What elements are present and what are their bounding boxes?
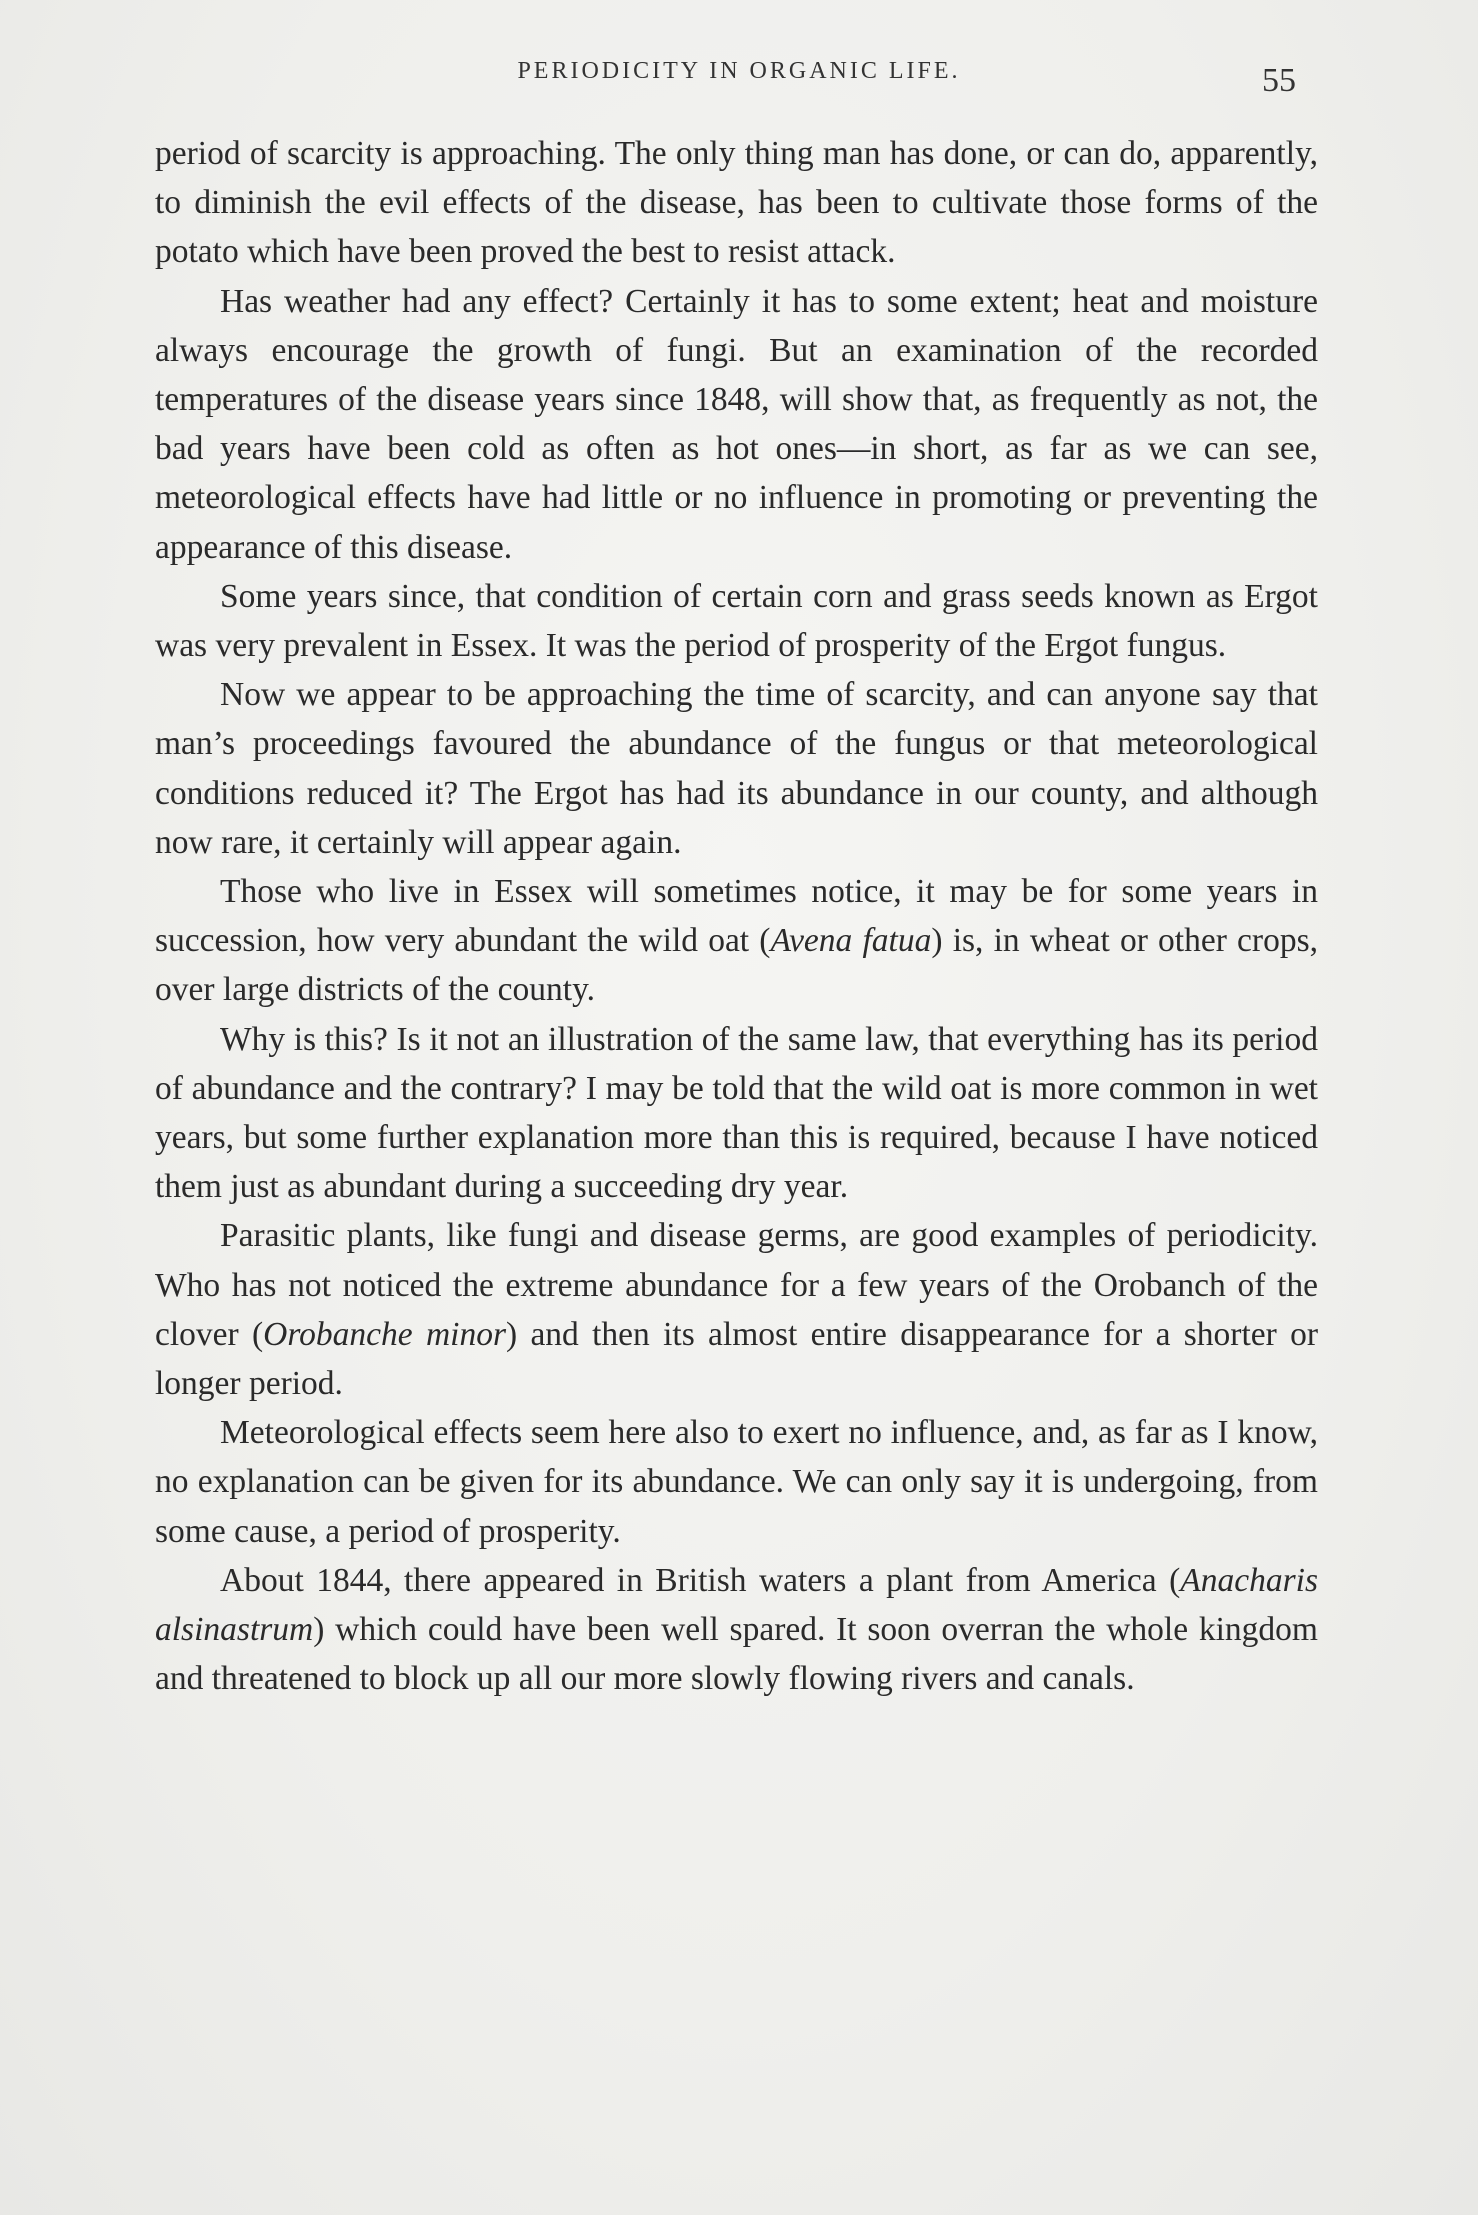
- paragraph-6: [155, 1015, 1318, 1212]
- paragraph-3: [155, 572, 1318, 670]
- paragraph-text: Now we appear to be approaching the time of scarcity, and can anyone say that man’s proceedings favoured the abundance of the fungus or that meteorological conditions reduced it? The Ergot has had its abundance in our county, and although now rare, it certainly will appear again.: [155, 676, 1318, 861]
- paragraph-text: Parasitic plants, like fungi and disease germs, are good examples of periodicity. Who has not noticed the extreme abundance for a few years of the Orobanch of the clover (: [155, 1217, 1318, 1353]
- paragraph-text: Why is this? Is it not an illustration of the same law, that everything has its period of abundance and the contrary? I may be told that the wild oat is more common in wet years, but some further explanation more than this is required, because I have noticed them just as abundant during a succeeding dry year.: [155, 1020, 1318, 1206]
- paragraph-8: [155, 1408, 1318, 1556]
- paragraph-text: Has weather had any effect? Certainly it has to some extent; heat and moisture always encourage the growth of fungi. But an examination of the recorded temperatures of the disease years since 1848, will show that, as frequently as not, the bad years have been cold as often as hot ones—in short, as far as we can see, meteorological effects have had little or no influence in promoting or preventing the appearance of this disease.: [155, 282, 1318, 566]
- paragraph-2: [155, 277, 1318, 572]
- paragraph-4: [155, 670, 1318, 867]
- paragraph-5: [155, 867, 1318, 1015]
- paragraph-text: Some years since, that condition of certain corn and grass seeds known as Ergot was very prevalent in Essex. It was the period of prosperity of the Ergot fungus.: [155, 577, 1318, 665]
- page-number: 55: [1262, 62, 1296, 99]
- latin-name-orobanche-minor: Orobanche minor: [263, 1315, 506, 1353]
- latin-name-avena-fatua: Avena fatua: [770, 922, 932, 960]
- paragraph-text: period of scarcity is approaching. The only thing man has done, or can do, apparently, to diminish the evil effects of the disease, has been to cultivate those forms of the potato which have been proved the best to resist attack.: [155, 135, 1318, 271]
- paragraph-text: ) and then its almost entire disappearance for a shorter or longer period.: [155, 1315, 1319, 1403]
- paragraph-9: [155, 1556, 1318, 1704]
- paragraph-text: ) which could have been well spared. It soon overran the whole kingdom and threatened to block up all our more slowly flowing rivers and canals.: [155, 1611, 1318, 1698]
- body-text: [155, 129, 1318, 1704]
- paragraph-7: [155, 1211, 1318, 1408]
- paragraph-text: ) is, in wheat or other crops, over large districts of the county.: [155, 922, 1318, 1009]
- latin-name-anacharis-alsinastrum: Anacharis alsinastrum: [155, 1561, 1318, 1649]
- paragraph-text: About 1844, there appeared in British waters a plant from America (: [220, 1561, 1181, 1599]
- paragraph-text: Those who live in Essex will sometimes notice, it may be for some years in succession, how very abundant the wild oat (: [155, 873, 1318, 960]
- paragraph-text: Meteorological effects seem here also to exert no influence, and, as far as I know, no explanation can be given for its abundance. We can only say it is undergoing, from some cause, a period of prosperity.: [155, 1414, 1318, 1550]
- running-title: PERIODICITY IN ORGANIC LIFE.: [517, 58, 961, 84]
- paragraph-1: [155, 129, 1318, 277]
